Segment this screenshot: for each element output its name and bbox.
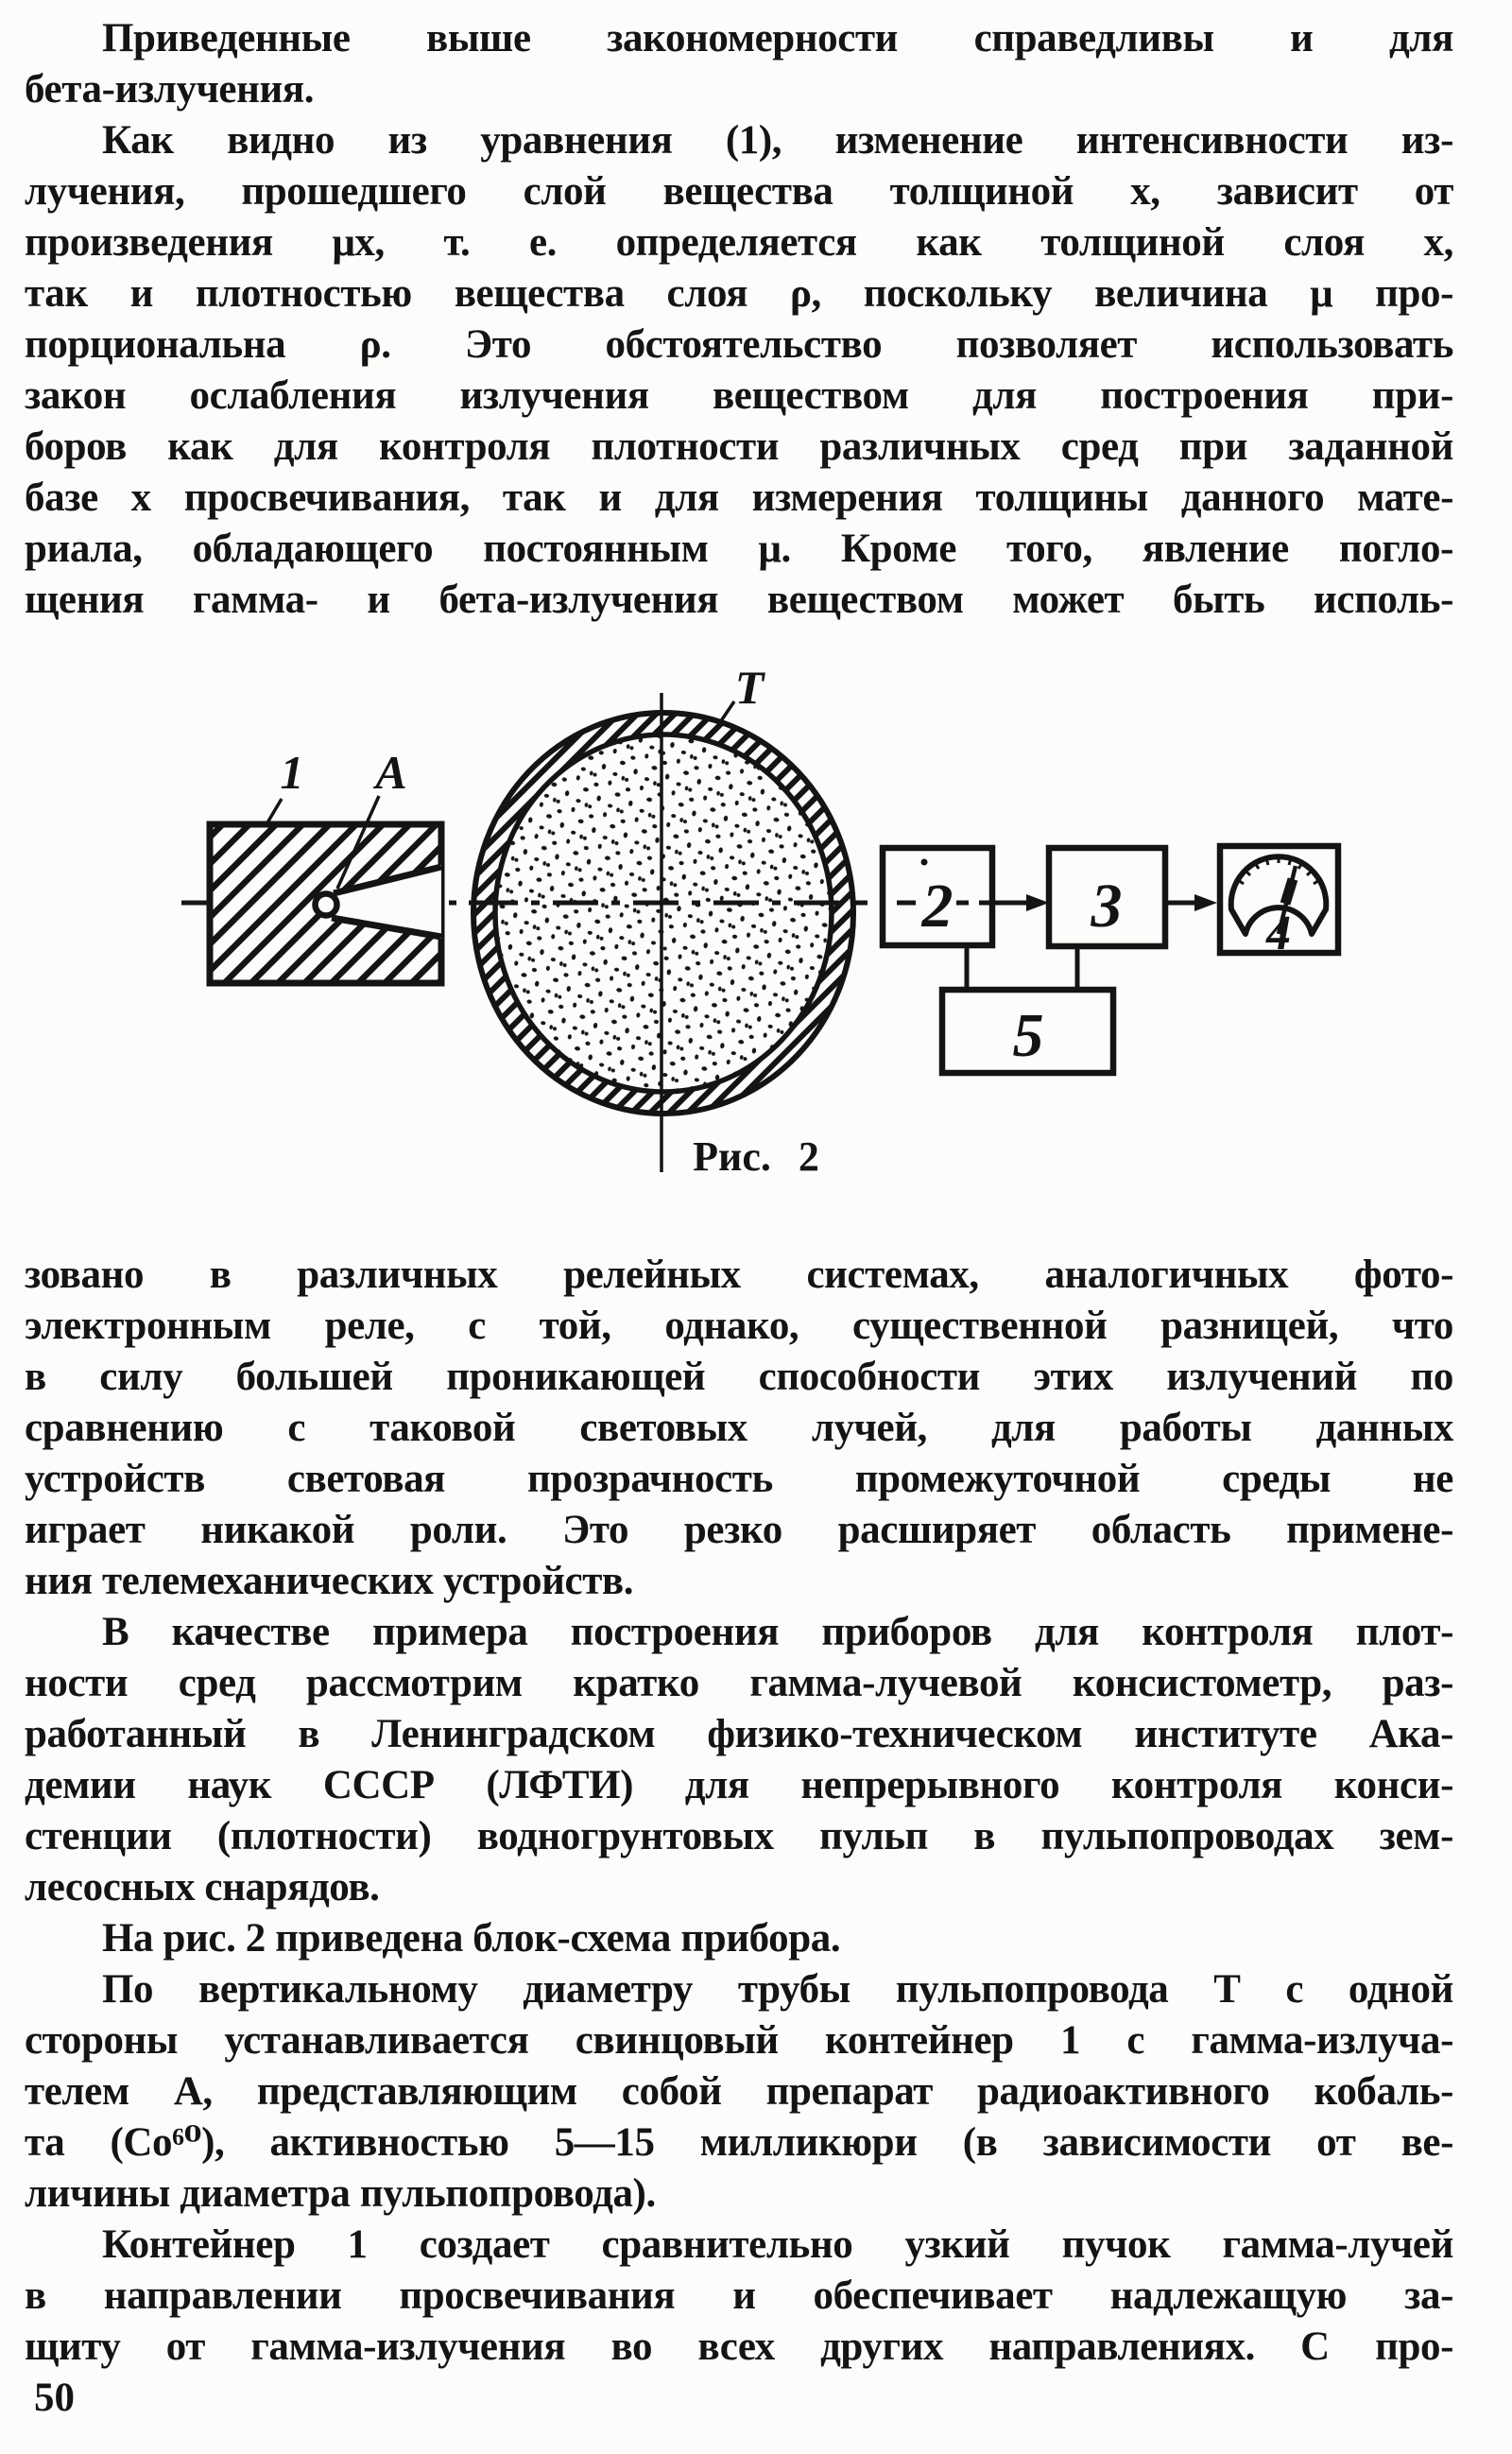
text-line: стороны устанавливается свинцовый контейнер 1 с гамма-излуча-: [25, 2018, 1453, 2063]
text-line: так и плотностью вещества слоя ρ, поскольку величина μ про-: [25, 271, 1453, 316]
arrow-3-to-4-head: [1194, 894, 1217, 911]
source-label: А: [375, 746, 407, 799]
text-line: В качестве примера построения приборов для контроля плот-: [102, 1610, 1453, 1654]
figure-caption: Рис. 2: [693, 1133, 819, 1180]
text-line: телем А, представляющим собой препарат радиоактивного кобаль-: [25, 2069, 1453, 2114]
arrow-2-to-3-head: [1026, 894, 1049, 911]
text-line: ности сред рассмотрим кратко гамма-лучевой консистометр, раз-: [25, 1661, 1453, 1705]
block-2-label: 2: [921, 872, 954, 941]
text-line: лучения, прошедшего слой вещества толщиной х, зависит от: [25, 169, 1453, 214]
block-5-label: 5: [1012, 1001, 1044, 1070]
pipe-label: Т: [734, 661, 765, 714]
text-line: На рис. 2 приведена блок-схема прибора.: [102, 1916, 841, 1961]
text-line: зовано в различных релейных системах, аналогичных фото-: [25, 1253, 1453, 1297]
text-line: произведения μх, т. е. определяется как толщиной слоя х,: [25, 220, 1453, 265]
text-line: боров как для контроля плотности различных сред при заданной: [25, 424, 1453, 469]
text-line: устройств световая прозрачность промежуточной среды не: [25, 1457, 1453, 1501]
text-line: порциональна ρ. Это обстоятельство позволяет использовать: [25, 322, 1453, 367]
block-4-label: 4: [1266, 907, 1291, 960]
text-line: щения гамма- и бета-излучения веществом может быть исполь-: [25, 578, 1453, 622]
paragraph-block-bottom: [25, 1250, 1453, 2373]
text-line: ния телемеханических устройств.: [25, 1559, 634, 1603]
text-line: базе х просвечивания, так и для измерения толщины данного мате-: [25, 475, 1453, 520]
text-line: По вертикальному диаметру трубы пульпопровода Т с одной: [102, 1967, 1453, 2012]
text-line: щиту от гамма-излучения во всех других направлениях. С про-: [25, 2324, 1453, 2369]
text-line: лесосных снарядов.: [25, 1865, 380, 1910]
text-line: риала, обладающего постоянным μ. Кроме того, явление погло-: [25, 527, 1453, 571]
paragraph-block-top: [25, 13, 1453, 626]
text-line: стенции (плотности) водногрунтовых пульп в пульпопроводах зем-: [25, 1814, 1453, 1858]
text-line: бета-излучения.: [25, 67, 315, 112]
text-line: Как видно из уравнения (1), изменение интенсивности из-: [102, 118, 1453, 163]
text-line: демии наук СССР (ЛФТИ) для непрерывного контроля конси-: [25, 1763, 1453, 1807]
container-label: 1: [280, 746, 304, 799]
text-line: играет никакой роли. Это резко расширяет область примене-: [25, 1508, 1453, 1552]
gamma-source-circle: [316, 894, 337, 916]
meter-needle-blob: [1285, 879, 1293, 904]
pulp-stipple-area: [495, 734, 832, 1092]
text-line: личины диаметра пульпопровода).: [25, 2171, 656, 2216]
label-1-leader-line: [266, 799, 282, 824]
page-number: 50: [34, 2376, 75, 2420]
text-line: в силу большей проникающей способности этих излучений по: [25, 1355, 1453, 1399]
block-3-label: 3: [1091, 872, 1123, 941]
text-line: работанный в Ленинградском физико-техническом институте Ака-: [25, 1712, 1453, 1756]
text-line: Приведенные выше закономерности справедливы и для: [102, 16, 1453, 60]
text-line: электронным реле, с той, однако, существенной разницей, что: [25, 1304, 1453, 1348]
figure-diagram: [0, 652, 1512, 1191]
text-line: Контейнер 1 создает сравнительно узкий пучок гамма-лучей: [102, 2222, 1453, 2267]
text-line: та (Со⁶⁰), активностью 5—15 милликюри (в зависимости от ве-: [25, 2120, 1453, 2165]
text-line: сравнению с таковой световых лучей, для работы данных: [25, 1406, 1453, 1450]
text-line: в направлении просвечивания и обеспечивает надлежащую за-: [25, 2273, 1453, 2318]
text-line: закон ослабления излучения веществом для построения при-: [25, 373, 1453, 418]
block-2-speck: [921, 859, 928, 866]
